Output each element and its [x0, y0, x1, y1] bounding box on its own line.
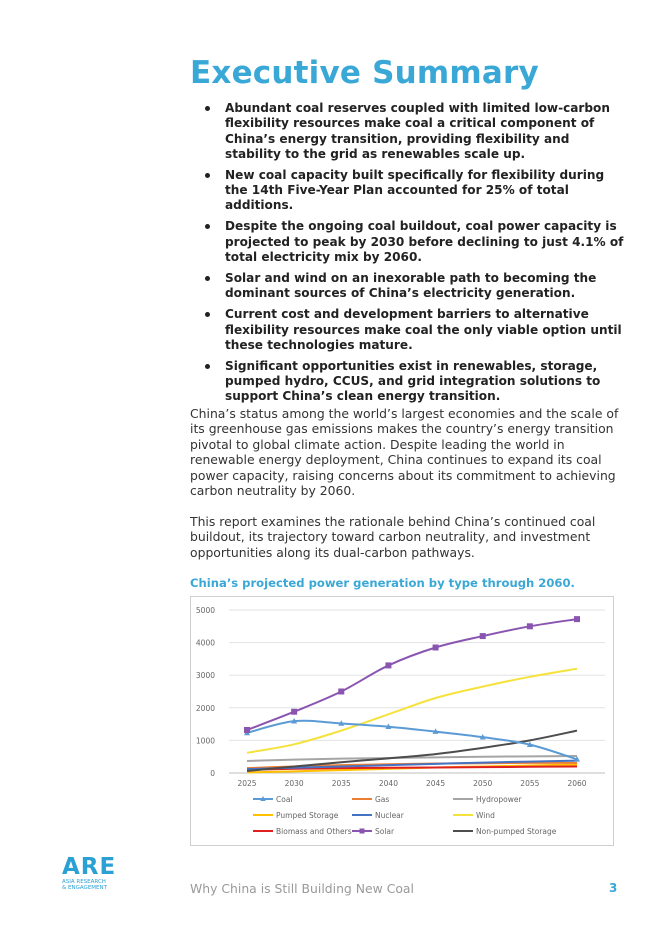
chart-canvas [191, 597, 613, 845]
bullet-item [205, 271, 625, 302]
x-tick-label: 2025 [237, 779, 257, 788]
bullet-text: Solar and wind on an inexorable path to becoming the dominant sources of China’s electricity generation. [225, 271, 597, 301]
footer-document-title: Why China is Still Building New Coal [190, 881, 414, 896]
page-title: Executive Summary [190, 55, 539, 91]
y-tick-label: 5000 [195, 606, 215, 615]
logo-wordmark: ARE [62, 854, 117, 880]
legend-label-biomass-and-others: Biomass and Others [276, 827, 352, 836]
logo-subtitle-line2: & ENGAGEMENT [62, 885, 107, 891]
power-generation-chart [190, 596, 614, 846]
data-point-solar [433, 644, 439, 650]
bullet-text: Despite the ongoing coal buildout, coal power capacity is projected to peak by 2030 before declining to just 4.1% of total electricity mix by 2060. [225, 219, 624, 265]
are-logo [62, 855, 116, 891]
legend-label-solar: Solar [375, 827, 395, 836]
y-tick-label: 4000 [195, 638, 215, 648]
scope-paragraph: This report examines the rationale behind China’s continued coal buildout, its trajectory toward carbon neutrality, and investment opportunities along its dual-carbon pathways. [190, 514, 596, 560]
bullet-item [205, 168, 625, 214]
logo-subtitle-line1: ASIA RESEARCH [62, 879, 106, 885]
data-point-solar [338, 689, 344, 695]
data-point-solar [385, 662, 391, 668]
bullet-text: Significant opportunities exist in renewables, storage, pumped hydro, CCUS, and grid integration solutions to support China’s clean energy transition. [225, 358, 601, 404]
y-tick-label: 2000 [195, 703, 215, 713]
x-tick-label: 2055 [520, 779, 540, 788]
bullet-dot-icon [205, 312, 210, 317]
data-point-solar [574, 616, 580, 622]
x-tick-label: 2060 [567, 779, 587, 788]
intro-paragraph: China’s status among the world’s largest economies and the scale of its greenhouse gas emissions makes the country’s energy transition pivotal to global climate action. Despite leading the world in renewable energy deployment, China continues to expand its coal power capacity, raising concerns about its commitment to achieving carbon neutrality by 2060. [190, 406, 619, 499]
bullet-dot-icon [205, 224, 210, 229]
bullet-text: Abundant coal reserves coupled with limited low-carbon flexibility resources make coal a critical component of China’s energy transition, providing flexibility and stability to the grid as renewables scale up. [225, 101, 610, 161]
y-tick-label: 3000 [195, 671, 215, 681]
bullet-item [205, 219, 625, 265]
x-tick-label: 2040 [378, 779, 398, 788]
bullet-text: Current cost and development barriers to alternative flexibility resources make coal the only viable option until these technologies mature. [225, 307, 622, 352]
bullet-item [205, 307, 625, 353]
data-point-solar [244, 727, 250, 733]
y-tick-label: 1000 [195, 736, 215, 746]
bullet-dot-icon [205, 276, 210, 281]
page-number: 3 [609, 881, 618, 895]
x-tick-label: 2035 [331, 779, 351, 788]
bullet-item [205, 359, 625, 405]
bullet-item [205, 101, 625, 162]
x-tick-label: 2050 [473, 779, 493, 788]
legend-label-coal: Coal [276, 795, 293, 804]
data-point-solar [291, 709, 297, 715]
legend-label-pumped-storage: Pumped Storage [276, 811, 339, 820]
chart-caption: China’s projected power generation by type through 2060. [190, 576, 575, 590]
data-point-solar [527, 623, 533, 629]
legend-marker-solar [360, 829, 365, 834]
bullet-dot-icon [205, 106, 210, 111]
x-tick-label: 2030 [284, 779, 304, 788]
bullet-dot-icon [205, 173, 210, 178]
legend-label-gas: Gas [375, 795, 390, 804]
y-tick-label: 0 [210, 769, 215, 778]
legend-label-nuclear: Nuclear [375, 811, 404, 820]
legend-label-hydropower: Hydropower [476, 795, 522, 804]
data-point-solar [480, 633, 486, 639]
legend-label-wind: Wind [476, 811, 495, 820]
key-findings-list [205, 101, 625, 410]
bullet-dot-icon [205, 364, 210, 369]
x-tick-label: 2045 [426, 779, 446, 788]
legend-label-non-pumped-storage: Non-pumped Storage [476, 827, 557, 836]
bullet-text: New coal capacity built specifically for flexibility during the 14th Five-Year Plan accounted for 25% of total additions. [225, 167, 605, 213]
